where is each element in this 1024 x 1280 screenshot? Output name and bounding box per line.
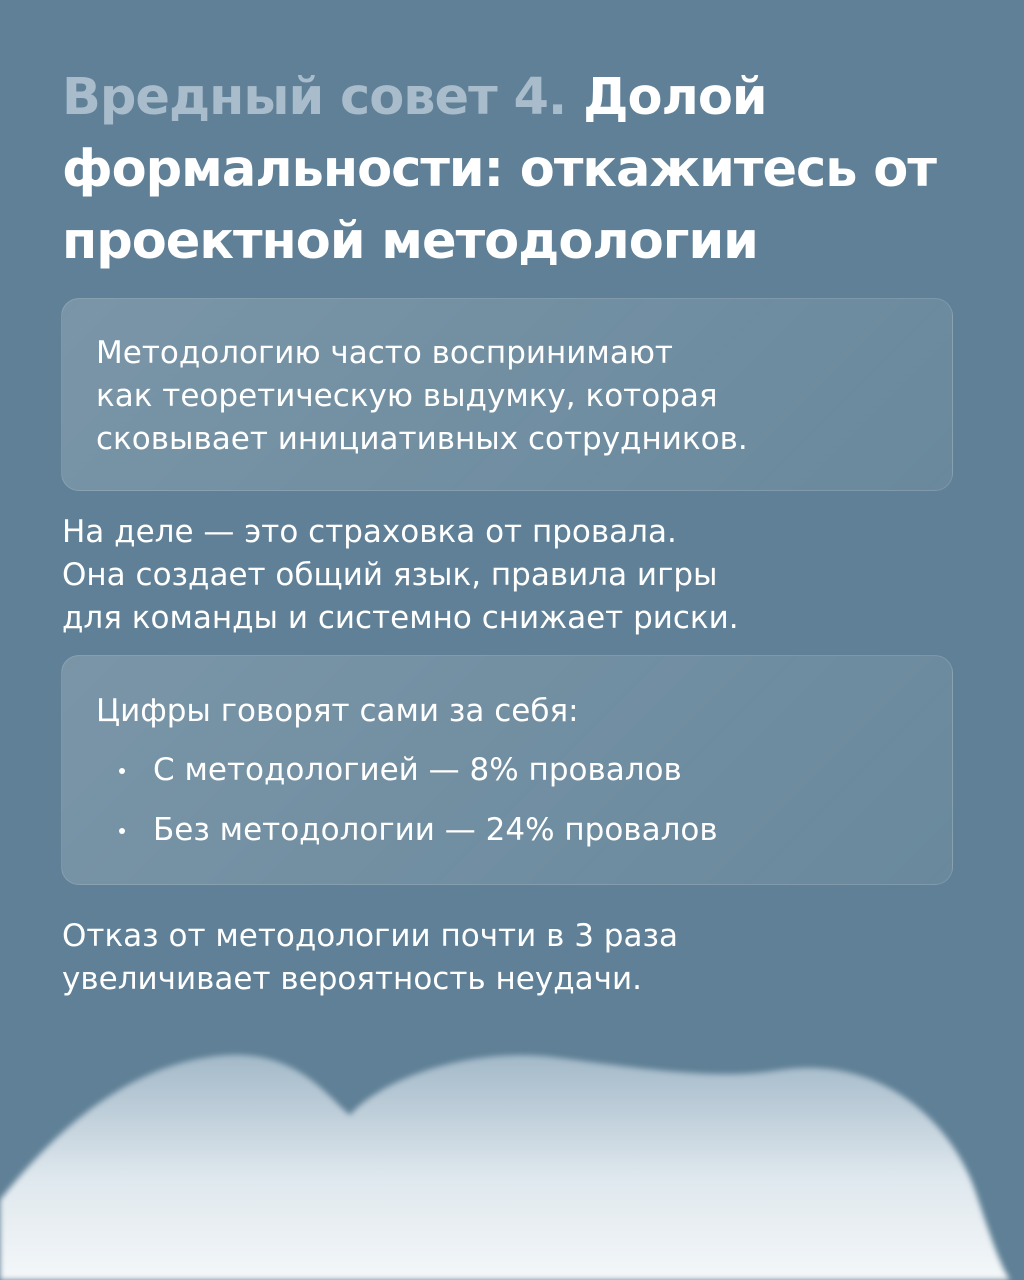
myth-line: Методологию часто воспринимают — [96, 335, 673, 371]
bullet-icon — [119, 768, 125, 774]
conclusion-line: увеличивает вероятность неудачи. — [62, 961, 642, 997]
stats-heading: Цифры говорят сами за себя: — [96, 693, 579, 729]
stat-text: Без методологии — 24% провалов — [153, 812, 718, 848]
bullet-icon — [119, 828, 125, 834]
reality-line: для команды и системно снижает риски. — [62, 600, 739, 636]
list-item — [96, 749, 918, 792]
conclusion-paragraph — [62, 915, 962, 1001]
reality-paragraph — [62, 511, 962, 640]
myth-card — [61, 298, 953, 491]
stats-card — [61, 655, 953, 885]
reality-line: Она создает общий язык, правила игры — [62, 557, 718, 593]
myth-text — [96, 332, 918, 461]
list-item — [96, 809, 918, 852]
stat-text: С методологией — 8% провалов — [153, 752, 682, 788]
myth-line: сковывает инициативных сотрудников. — [96, 421, 748, 457]
decorative-wave-shape — [0, 1040, 1024, 1280]
title-prefix: Вредный совет 4. — [62, 68, 567, 127]
title-main: Долой формальности: откажитесь от проектной методологии — [62, 68, 936, 271]
slide-title — [62, 62, 982, 278]
conclusion-line: Отказ от методологии почти в 3 раза — [62, 918, 678, 954]
reality-line: На деле — это страховка от провала. — [62, 514, 677, 550]
stats-list — [96, 749, 918, 852]
myth-line: как теоретическую выдумку, которая — [96, 378, 718, 414]
